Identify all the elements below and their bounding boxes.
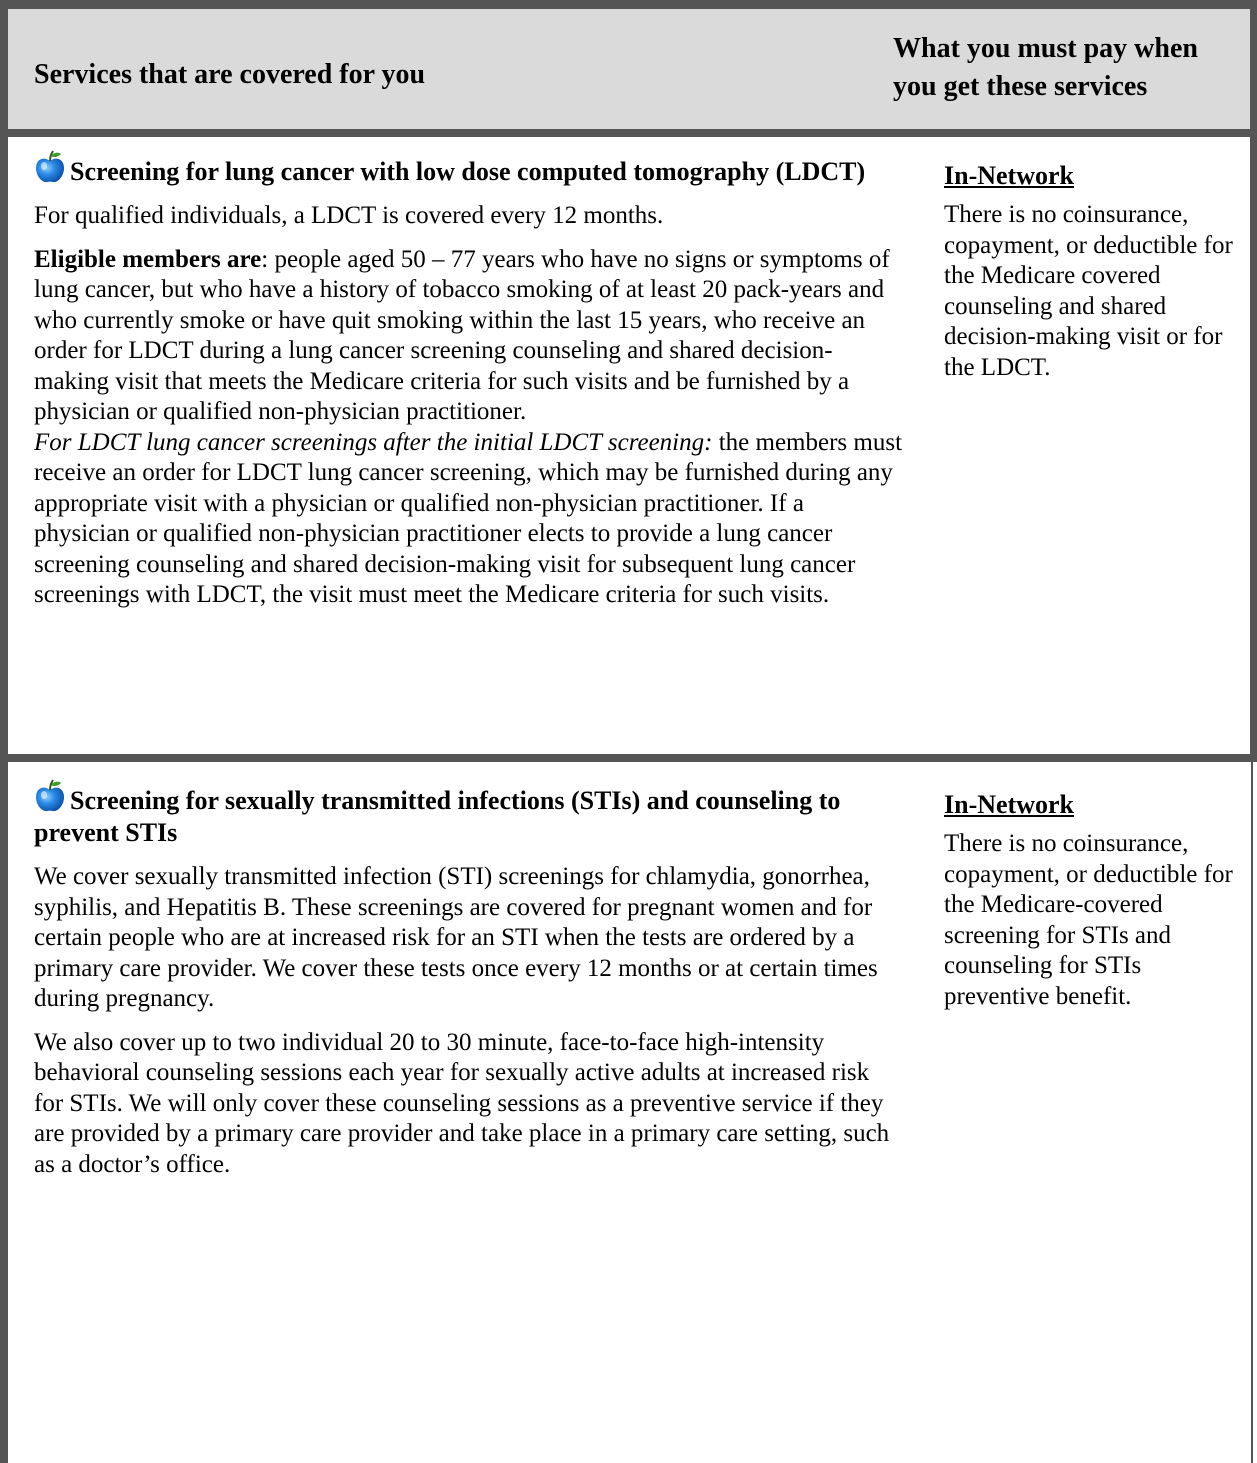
header-divider [0, 129, 1257, 137]
row-lung-cancer-description [34, 150, 904, 611]
subsequent-screening-text: For LDCT lung cancer screenings after the initial LDCT screening: the members must receive an order for LDCT lung cancer screening, which may be furnished during any appropriate visit with a physician or qualified non-physician practitioner. If a physician or qualified non-physician practitioner elects to provide a lung cancer screening counseling and shared decision-making visit for subsequent lung cancer screenings with LDCT, the visit must meet the Medicare criteria for such visits. [34, 428, 903, 608]
sti-counseling-text: We also cover up to two individual 20 to 30 minute, face-to-face high-intensity behavioral counseling sessions each year for sexually active adults at increased risk for STIs. We will only cover these counseling sessions as a preventive service if they are provided by a primary care provider and take place in a primary care setting, such as a doctor’s office. [34, 1028, 890, 1178]
table-border-left [0, 0, 8, 1463]
table-border-top [0, 0, 1257, 9]
in-network-heading: In-Network [944, 161, 1074, 190]
apple-icon [34, 150, 66, 184]
cost-text: There is no coinsurance, copayment, or deductible for the Medicare-covered screening for STIs and counseling for STIs preventive benefit. [944, 830, 1233, 1010]
row-lung-cancer-cost [944, 160, 1244, 383]
table-border-right [1250, 0, 1257, 762]
header-services-covered: Services that are covered for you [34, 59, 426, 90]
table-border-right-lower [1251, 762, 1253, 1463]
in-network-heading: In-Network [944, 790, 1074, 819]
row-sti-cost [944, 789, 1244, 1012]
coverage-frequency-text: For qualified individuals, a LDCT is covered every 12 months. [34, 202, 664, 229]
cost-text: There is no coinsurance, copayment, or deductible for the Medicare covered counseling and shared decision-making visit or for the LDCT. [944, 201, 1233, 381]
row-title: Screening for sexually transmitted infections (STIs) and counseling to prevent STIs [34, 779, 904, 849]
row-divider [0, 754, 1257, 762]
row-sti-description [34, 779, 904, 1180]
apple-icon [34, 779, 66, 813]
eligibility-text: Eligible members are: people aged 50 – 77 years who have no signs or symptoms of lung cancer, but who have a history of tobacco smoking of at least 20 pack-years and who currently smoke or have quit smoking within the last 15 years, who receive an order for LDCT during a lung cancer screening counseling and shared decision-making visit that meets the Medicare criteria for such visits and be furnished by a physician or qualified non-physician practitioner. [34, 245, 890, 425]
sti-screening-text: We cover sexually transmitted infection (STI) screenings for chlamydia, gonorrhea, syphilis, and Hepatitis B. These screenings are covered for pregnant women and for certain people who are at increased risk for an STI when the tests are ordered by a primary care provider. We cover these tests once every 12 months or at certain times during pregnancy. [34, 863, 878, 1012]
row-title: Screening for lung cancer with low dose computed tomography (LDCT) [34, 150, 904, 188]
header-what-you-pay: What you must pay when you get these services [893, 33, 1198, 102]
